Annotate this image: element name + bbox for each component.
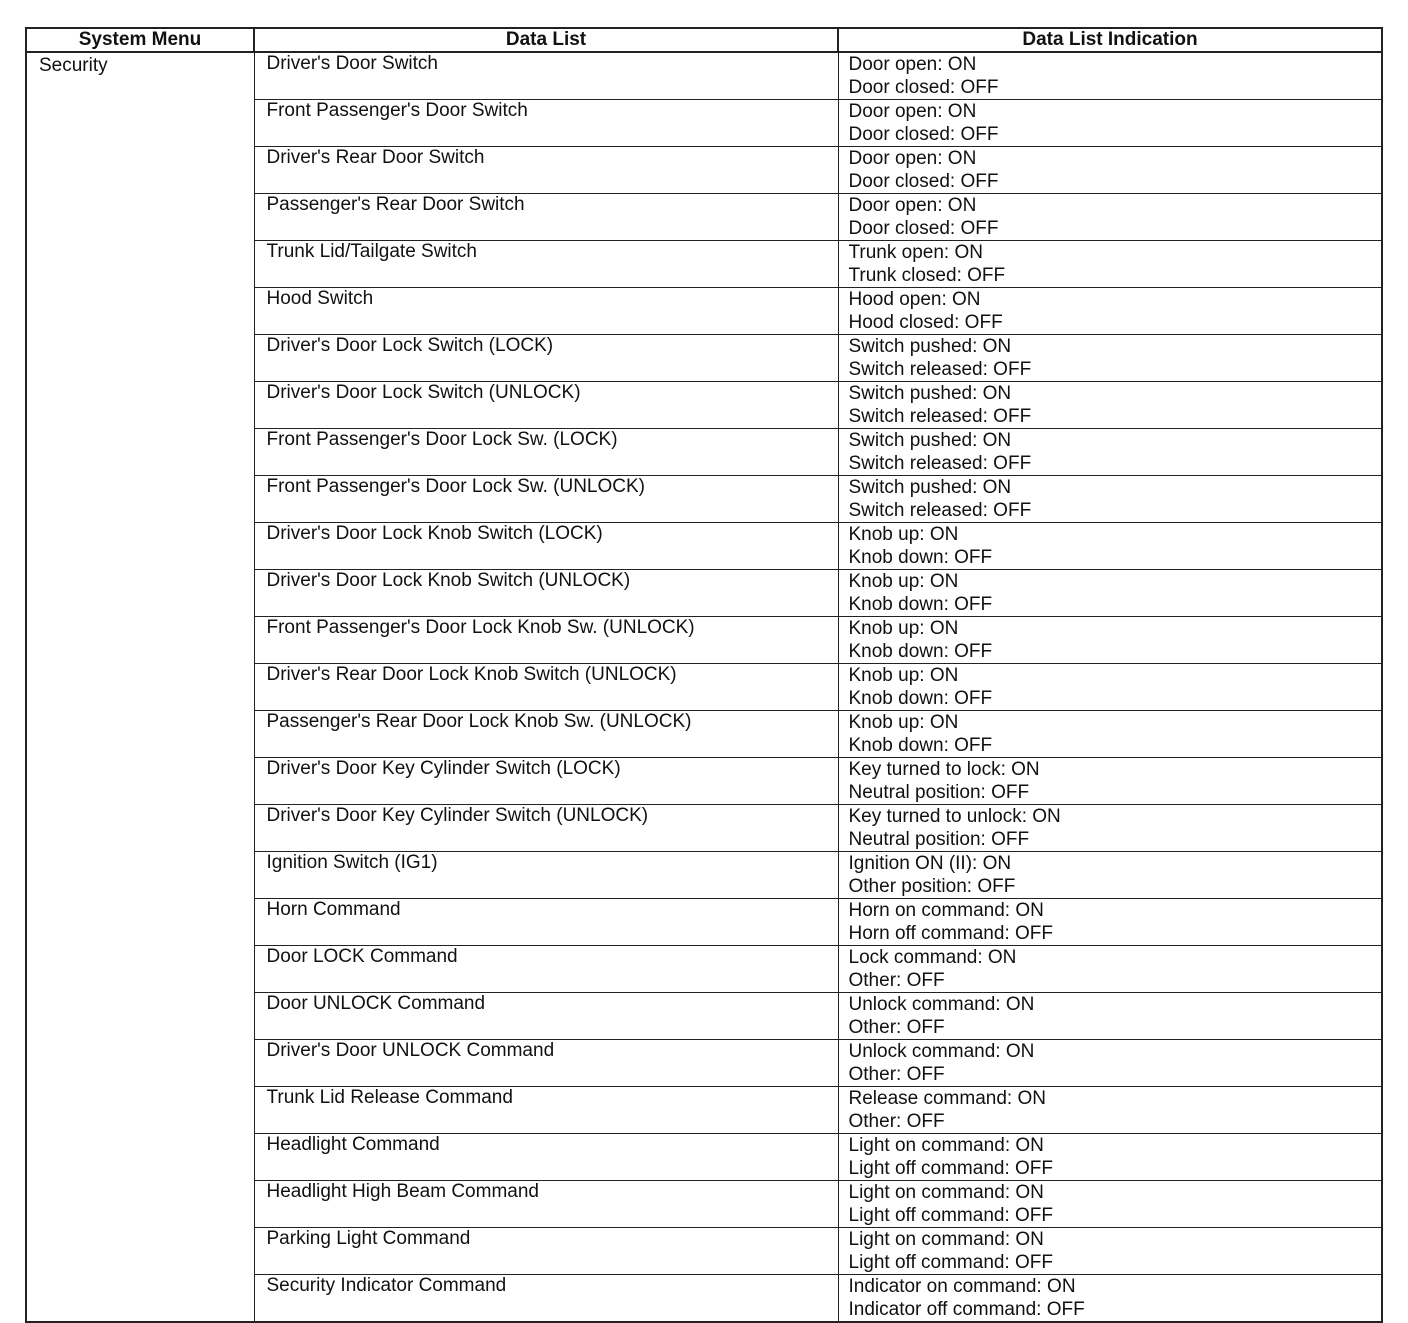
data-list-item-label: Trunk Lid/Tailgate Switch	[266, 241, 478, 262]
data-list-item-cell	[254, 147, 838, 194]
indication-on-text: Knob up: ON	[848, 618, 959, 639]
indication-cell	[838, 852, 1382, 899]
data-list-sheet	[25, 27, 1381, 1323]
indication-off-text: Hood closed: OFF	[848, 311, 1003, 333]
data-list-item-label: Headlight Command	[266, 1134, 440, 1155]
indication-off-text: Other: OFF	[848, 1016, 945, 1038]
data-list-item-cell	[254, 993, 838, 1040]
indication-on-text: Knob up: ON	[848, 665, 959, 686]
security-data-list-table	[25, 27, 1383, 1323]
indication-cell	[838, 993, 1382, 1040]
data-list-item-label: Driver's Door UNLOCK Command	[266, 1040, 555, 1061]
data-list-item-label: Front Passenger's Door Lock Knob Sw. (UNLOCK)	[266, 617, 695, 638]
data-list-item-cell	[254, 52, 838, 100]
indication-cell	[838, 570, 1382, 617]
data-list-item-cell	[254, 241, 838, 288]
indication-cell	[838, 523, 1382, 570]
data-list-item-label: Driver's Door Lock Switch (UNLOCK)	[266, 382, 581, 403]
indication-off-text: Knob down: OFF	[848, 546, 993, 568]
data-list-item-label: Door UNLOCK Command	[266, 993, 486, 1014]
indication-on-text: Horn on command: ON	[848, 900, 1044, 921]
data-list-item-cell	[254, 946, 838, 993]
indication-cell	[838, 711, 1382, 758]
data-list-item-cell	[254, 100, 838, 147]
indication-cell	[838, 241, 1382, 288]
indication-off-text: Switch released: OFF	[848, 405, 1032, 427]
indication-cell	[838, 664, 1382, 711]
header-system-menu: System Menu	[26, 28, 254, 52]
indication-off-text: Light off command: OFF	[848, 1157, 1054, 1179]
indication-on-text: Switch pushed: ON	[848, 477, 1012, 498]
indication-off-text: Knob down: OFF	[848, 640, 993, 662]
header-data-list: Data List	[254, 28, 838, 52]
indication-cell	[838, 52, 1382, 100]
data-list-item-cell	[254, 664, 838, 711]
indication-off-text: Light off command: OFF	[848, 1251, 1054, 1273]
indication-on-text: Trunk open: ON	[848, 242, 983, 263]
indication-cell	[838, 429, 1382, 476]
data-list-item-label: Driver's Rear Door Lock Knob Switch (UNLOCK)	[266, 664, 677, 685]
indication-on-text: Knob up: ON	[848, 571, 959, 592]
data-list-item-cell	[254, 523, 838, 570]
data-list-item-label: Security Indicator Command	[266, 1275, 507, 1296]
data-list-item-cell	[254, 899, 838, 946]
indication-cell	[838, 899, 1382, 946]
indication-off-text: Other position: OFF	[848, 875, 1016, 897]
indication-off-text: Indicator off command: OFF	[848, 1298, 1085, 1320]
data-list-item-label: Passenger's Rear Door Switch	[266, 194, 525, 215]
data-list-item-cell	[254, 1040, 838, 1087]
data-list-item-label: Passenger's Rear Door Lock Knob Sw. (UNLOCK)	[266, 711, 692, 732]
indication-cell	[838, 805, 1382, 852]
indication-off-text: Knob down: OFF	[848, 687, 993, 709]
data-list-item-cell	[254, 617, 838, 664]
indication-on-text: Door open: ON	[848, 101, 977, 122]
data-list-item-cell	[254, 429, 838, 476]
indication-cell	[838, 1087, 1382, 1134]
data-list-item-label: Driver's Door Lock Switch (LOCK)	[266, 335, 554, 356]
indication-off-text: Switch released: OFF	[848, 499, 1032, 521]
indication-on-text: Door open: ON	[848, 195, 977, 216]
indication-cell	[838, 946, 1382, 993]
data-list-item-cell	[254, 335, 838, 382]
indication-on-text: Switch pushed: ON	[848, 336, 1012, 357]
indication-on-text: Unlock command: ON	[848, 994, 1035, 1015]
indication-off-text: Other: OFF	[848, 1110, 945, 1132]
data-list-item-cell	[254, 570, 838, 617]
indication-off-text: Door closed: OFF	[848, 123, 999, 145]
data-list-item-cell	[254, 1275, 838, 1323]
indication-on-text: Door open: ON	[848, 54, 977, 75]
data-list-item-cell	[254, 1228, 838, 1275]
data-list-item-label: Horn Command	[266, 899, 401, 920]
indication-on-text: Release command: ON	[848, 1088, 1046, 1109]
indication-on-text: Switch pushed: ON	[848, 430, 1012, 451]
indication-cell	[838, 1040, 1382, 1087]
indication-off-text: Light off command: OFF	[848, 1204, 1054, 1226]
indication-on-text: Knob up: ON	[848, 524, 959, 545]
indication-on-text: Door open: ON	[848, 148, 977, 169]
indication-off-text: Switch released: OFF	[848, 358, 1032, 380]
indication-off-text: Door closed: OFF	[848, 76, 999, 98]
data-list-item-cell	[254, 288, 838, 335]
data-list-item-cell	[254, 852, 838, 899]
data-list-item-label: Driver's Door Switch	[266, 53, 438, 74]
data-list-item-cell	[254, 1134, 838, 1181]
data-list-item-cell	[254, 805, 838, 852]
data-list-item-label: Door LOCK Command	[266, 946, 458, 967]
indication-cell	[838, 288, 1382, 335]
indication-on-text: Key turned to unlock: ON	[848, 806, 1061, 827]
indication-on-text: Knob up: ON	[848, 712, 959, 733]
indication-cell	[838, 1275, 1382, 1323]
indication-cell	[838, 147, 1382, 194]
data-list-item-label: Hood Switch	[266, 288, 374, 309]
system-menu-cell: Security	[26, 52, 254, 1322]
indication-on-text: Light on command: ON	[848, 1182, 1044, 1203]
data-list-item-label: Driver's Door Lock Knob Switch (UNLOCK)	[266, 570, 631, 591]
data-list-item-label: Front Passenger's Door Lock Sw. (LOCK)	[266, 429, 618, 450]
indication-off-text: Neutral position: OFF	[848, 828, 1030, 850]
indication-off-text: Trunk closed: OFF	[848, 264, 1006, 286]
data-list-item-cell	[254, 1181, 838, 1228]
data-list-item-label: Driver's Rear Door Switch	[266, 147, 485, 168]
indication-off-text: Other: OFF	[848, 1063, 945, 1085]
data-list-item-label: Parking Light Command	[266, 1228, 471, 1249]
indication-on-text: Ignition ON (II): ON	[848, 853, 1012, 874]
indication-on-text: Indicator on command: ON	[848, 1276, 1076, 1297]
indication-on-text: Hood open: ON	[848, 289, 981, 310]
indication-on-text: Unlock command: ON	[848, 1041, 1035, 1062]
indication-cell	[838, 1228, 1382, 1275]
table-body	[26, 52, 1382, 1322]
indication-on-text: Light on command: ON	[848, 1135, 1044, 1156]
indication-off-text: Knob down: OFF	[848, 734, 993, 756]
indication-on-text: Switch pushed: ON	[848, 383, 1012, 404]
indication-cell	[838, 1134, 1382, 1181]
data-list-item-label: Headlight High Beam Command	[266, 1181, 539, 1202]
data-list-item-label: Front Passenger's Door Lock Sw. (UNLOCK)	[266, 476, 645, 497]
indication-off-text: Other: OFF	[848, 969, 945, 991]
data-list-item-label: Driver's Door Lock Knob Switch (LOCK)	[266, 523, 603, 544]
indication-off-text: Neutral position: OFF	[848, 781, 1030, 803]
indication-cell	[838, 758, 1382, 805]
data-list-item-cell	[254, 382, 838, 429]
header-data-list-indication: Data List Indication	[838, 28, 1382, 52]
indication-on-text: Lock command: ON	[848, 947, 1017, 968]
indication-cell	[838, 100, 1382, 147]
indication-on-text: Light on command: ON	[848, 1229, 1044, 1250]
indication-cell	[838, 194, 1382, 241]
indication-cell	[838, 476, 1382, 523]
data-list-item-label: Front Passenger's Door Switch	[266, 100, 528, 121]
data-list-item-label: Ignition Switch (IG1)	[266, 852, 438, 873]
data-list-item-label: Driver's Door Key Cylinder Switch (UNLOCK)	[266, 805, 649, 826]
data-list-item-label: Trunk Lid Release Command	[266, 1087, 513, 1108]
indication-off-text: Door closed: OFF	[848, 170, 999, 192]
indication-cell	[838, 335, 1382, 382]
data-list-item-cell	[254, 194, 838, 241]
data-list-item-cell	[254, 711, 838, 758]
header-row	[26, 28, 1382, 52]
indication-off-text: Switch released: OFF	[848, 452, 1032, 474]
table-row	[26, 52, 1382, 100]
indication-off-text: Knob down: OFF	[848, 593, 993, 615]
indication-cell	[838, 1181, 1382, 1228]
indication-cell	[838, 382, 1382, 429]
indication-off-text: Door closed: OFF	[848, 217, 999, 239]
indication-on-text: Key turned to lock: ON	[848, 759, 1040, 780]
indication-off-text: Horn off command: OFF	[848, 922, 1053, 944]
data-list-item-cell	[254, 1087, 838, 1134]
indication-cell	[838, 617, 1382, 664]
data-list-item-label: Driver's Door Key Cylinder Switch (LOCK)	[266, 758, 621, 779]
data-list-item-cell	[254, 476, 838, 523]
data-list-item-cell	[254, 758, 838, 805]
